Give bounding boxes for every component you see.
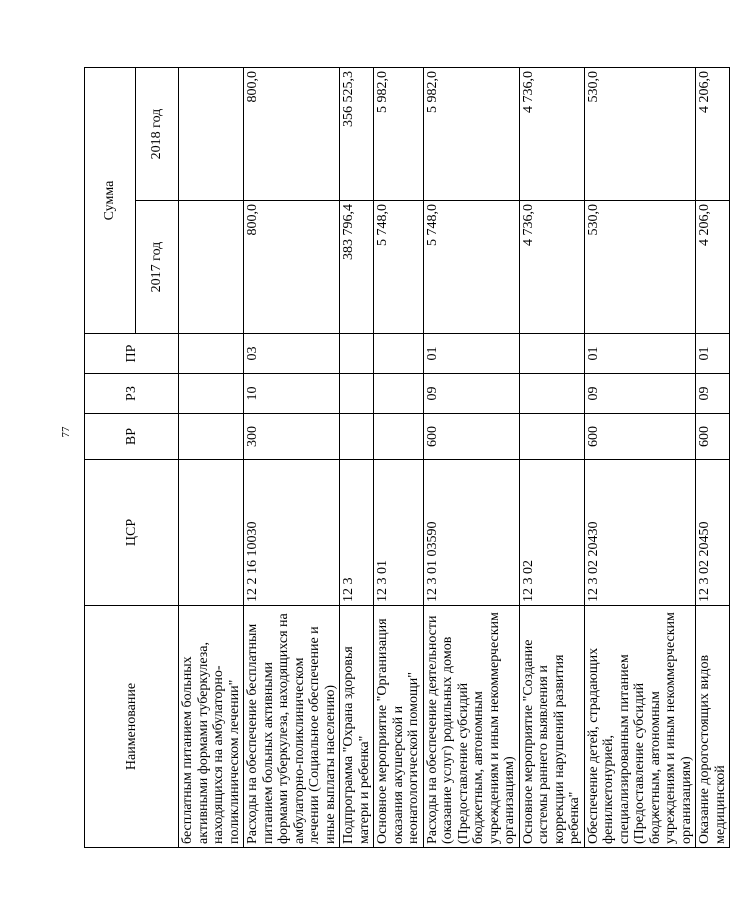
cell-name: бесплатным питанием больных активными формами туберкулеза, находящихся на амбулаторно-поликлиническом лечении" (179, 606, 244, 848)
cell-rz (374, 374, 424, 414)
cell-pr: 01 (423, 334, 519, 374)
cell-pr: 03 (244, 334, 340, 374)
cell-vr (179, 414, 244, 460)
cell-2017: 530,0 (584, 201, 696, 334)
cell-2018: 4 736,0 (519, 68, 584, 201)
cell-pr: 01 (584, 334, 696, 374)
cell-vr (340, 414, 374, 460)
table-row (340, 68, 374, 848)
cell-vr: 600 (423, 414, 519, 460)
header-pr: ПР (85, 334, 179, 374)
cell-name: Основное мероприятие "Создание системы раннего выявления и коррекции нарушений развития ребенка" (519, 606, 584, 848)
header-row-1 (85, 68, 136, 848)
table-row (519, 68, 584, 848)
page-number: 77 (60, 426, 72, 438)
cell-vr (519, 414, 584, 460)
table-row (244, 68, 340, 848)
budget-table-sheet (84, 68, 728, 848)
header-csr: ЦСР (85, 460, 179, 606)
cell-name: Основное мероприятие "Организация оказания акушерской и неонатологической помощи" (374, 606, 424, 848)
budget-table (84, 67, 730, 848)
cell-rz (340, 374, 374, 414)
cell-2018: 5 982,0 (374, 68, 424, 201)
cell-rz: 09 (584, 374, 696, 414)
cell-vr: 600 (696, 414, 730, 460)
cell-name: Расходы на обеспечение бесплатным питанием больных активными формами туберкулеза, находящихся на амбулаторно-поликлиническом лечении (Социальное обеспечение и иные выплаты населению) (244, 606, 340, 848)
table-row (374, 68, 424, 848)
cell-csr: 12 3 01 03590 (423, 460, 519, 606)
cell-rz: 10 (244, 374, 340, 414)
cell-rz: 09 (423, 374, 519, 414)
header-2018: 2018 год (136, 68, 179, 201)
cell-pr (519, 334, 584, 374)
cell-pr (374, 334, 424, 374)
header-rz: РЗ (85, 374, 179, 414)
cell-pr (179, 334, 244, 374)
header-sum: Сумма (85, 68, 136, 334)
cell-csr: 12 3 02 20430 (584, 460, 696, 606)
cell-2017: 5 748,0 (423, 201, 519, 334)
cell-csr: 12 3 01 (374, 460, 424, 606)
table-row (179, 68, 244, 848)
header-vr: ВР (85, 414, 179, 460)
cell-vr (374, 414, 424, 460)
cell-2018: 5 982,0 (423, 68, 519, 201)
cell-csr: 12 3 02 (519, 460, 584, 606)
cell-2017: 5 748,0 (374, 201, 424, 334)
cell-csr: 12 3 (340, 460, 374, 606)
cell-2018 (179, 68, 244, 201)
cell-csr (179, 460, 244, 606)
cell-2018: 4 206,0 (696, 68, 730, 201)
cell-2017 (179, 201, 244, 334)
cell-2018: 356 525,3 (340, 68, 374, 201)
cell-pr (340, 334, 374, 374)
cell-rz (519, 374, 584, 414)
header-2017: 2017 год (136, 201, 179, 334)
table-row (696, 68, 730, 848)
cell-rz: 09 (696, 374, 730, 414)
cell-2017: 4 206,0 (696, 201, 730, 334)
cell-2017: 4 736,0 (519, 201, 584, 334)
table-row (584, 68, 696, 848)
cell-name: Подпрограмма "Охрана здоровья матери и ребенка" (340, 606, 374, 848)
cell-name: Расходы на обеспечение деятельности (оказание услуг) родильных домов (Предоставление субсидий бюджетным, автономным учреждениям и иным некоммерческим организациям) (423, 606, 519, 848)
cell-csr: 12 2 16 10030 (244, 460, 340, 606)
cell-pr: 01 (696, 334, 730, 374)
cell-name: Оказание дорогостоящих видов медицинской (696, 606, 730, 848)
table-row (423, 68, 519, 848)
cell-2018: 530,0 (584, 68, 696, 201)
cell-vr: 300 (244, 414, 340, 460)
cell-2018: 800,0 (244, 68, 340, 201)
cell-rz (179, 374, 244, 414)
header-name: Наименование (85, 606, 179, 848)
cell-2017: 800,0 (244, 201, 340, 334)
cell-name: Обеспечение детей, страдающих фенилкетонурией, специализированным питанием (Предоставление субсидий бюджетным, автономным учреждениям и иным некоммерческим организациям) (584, 606, 696, 848)
cell-csr: 12 3 02 20450 (696, 460, 730, 606)
cell-vr: 600 (584, 414, 696, 460)
cell-2017: 383 796,4 (340, 201, 374, 334)
